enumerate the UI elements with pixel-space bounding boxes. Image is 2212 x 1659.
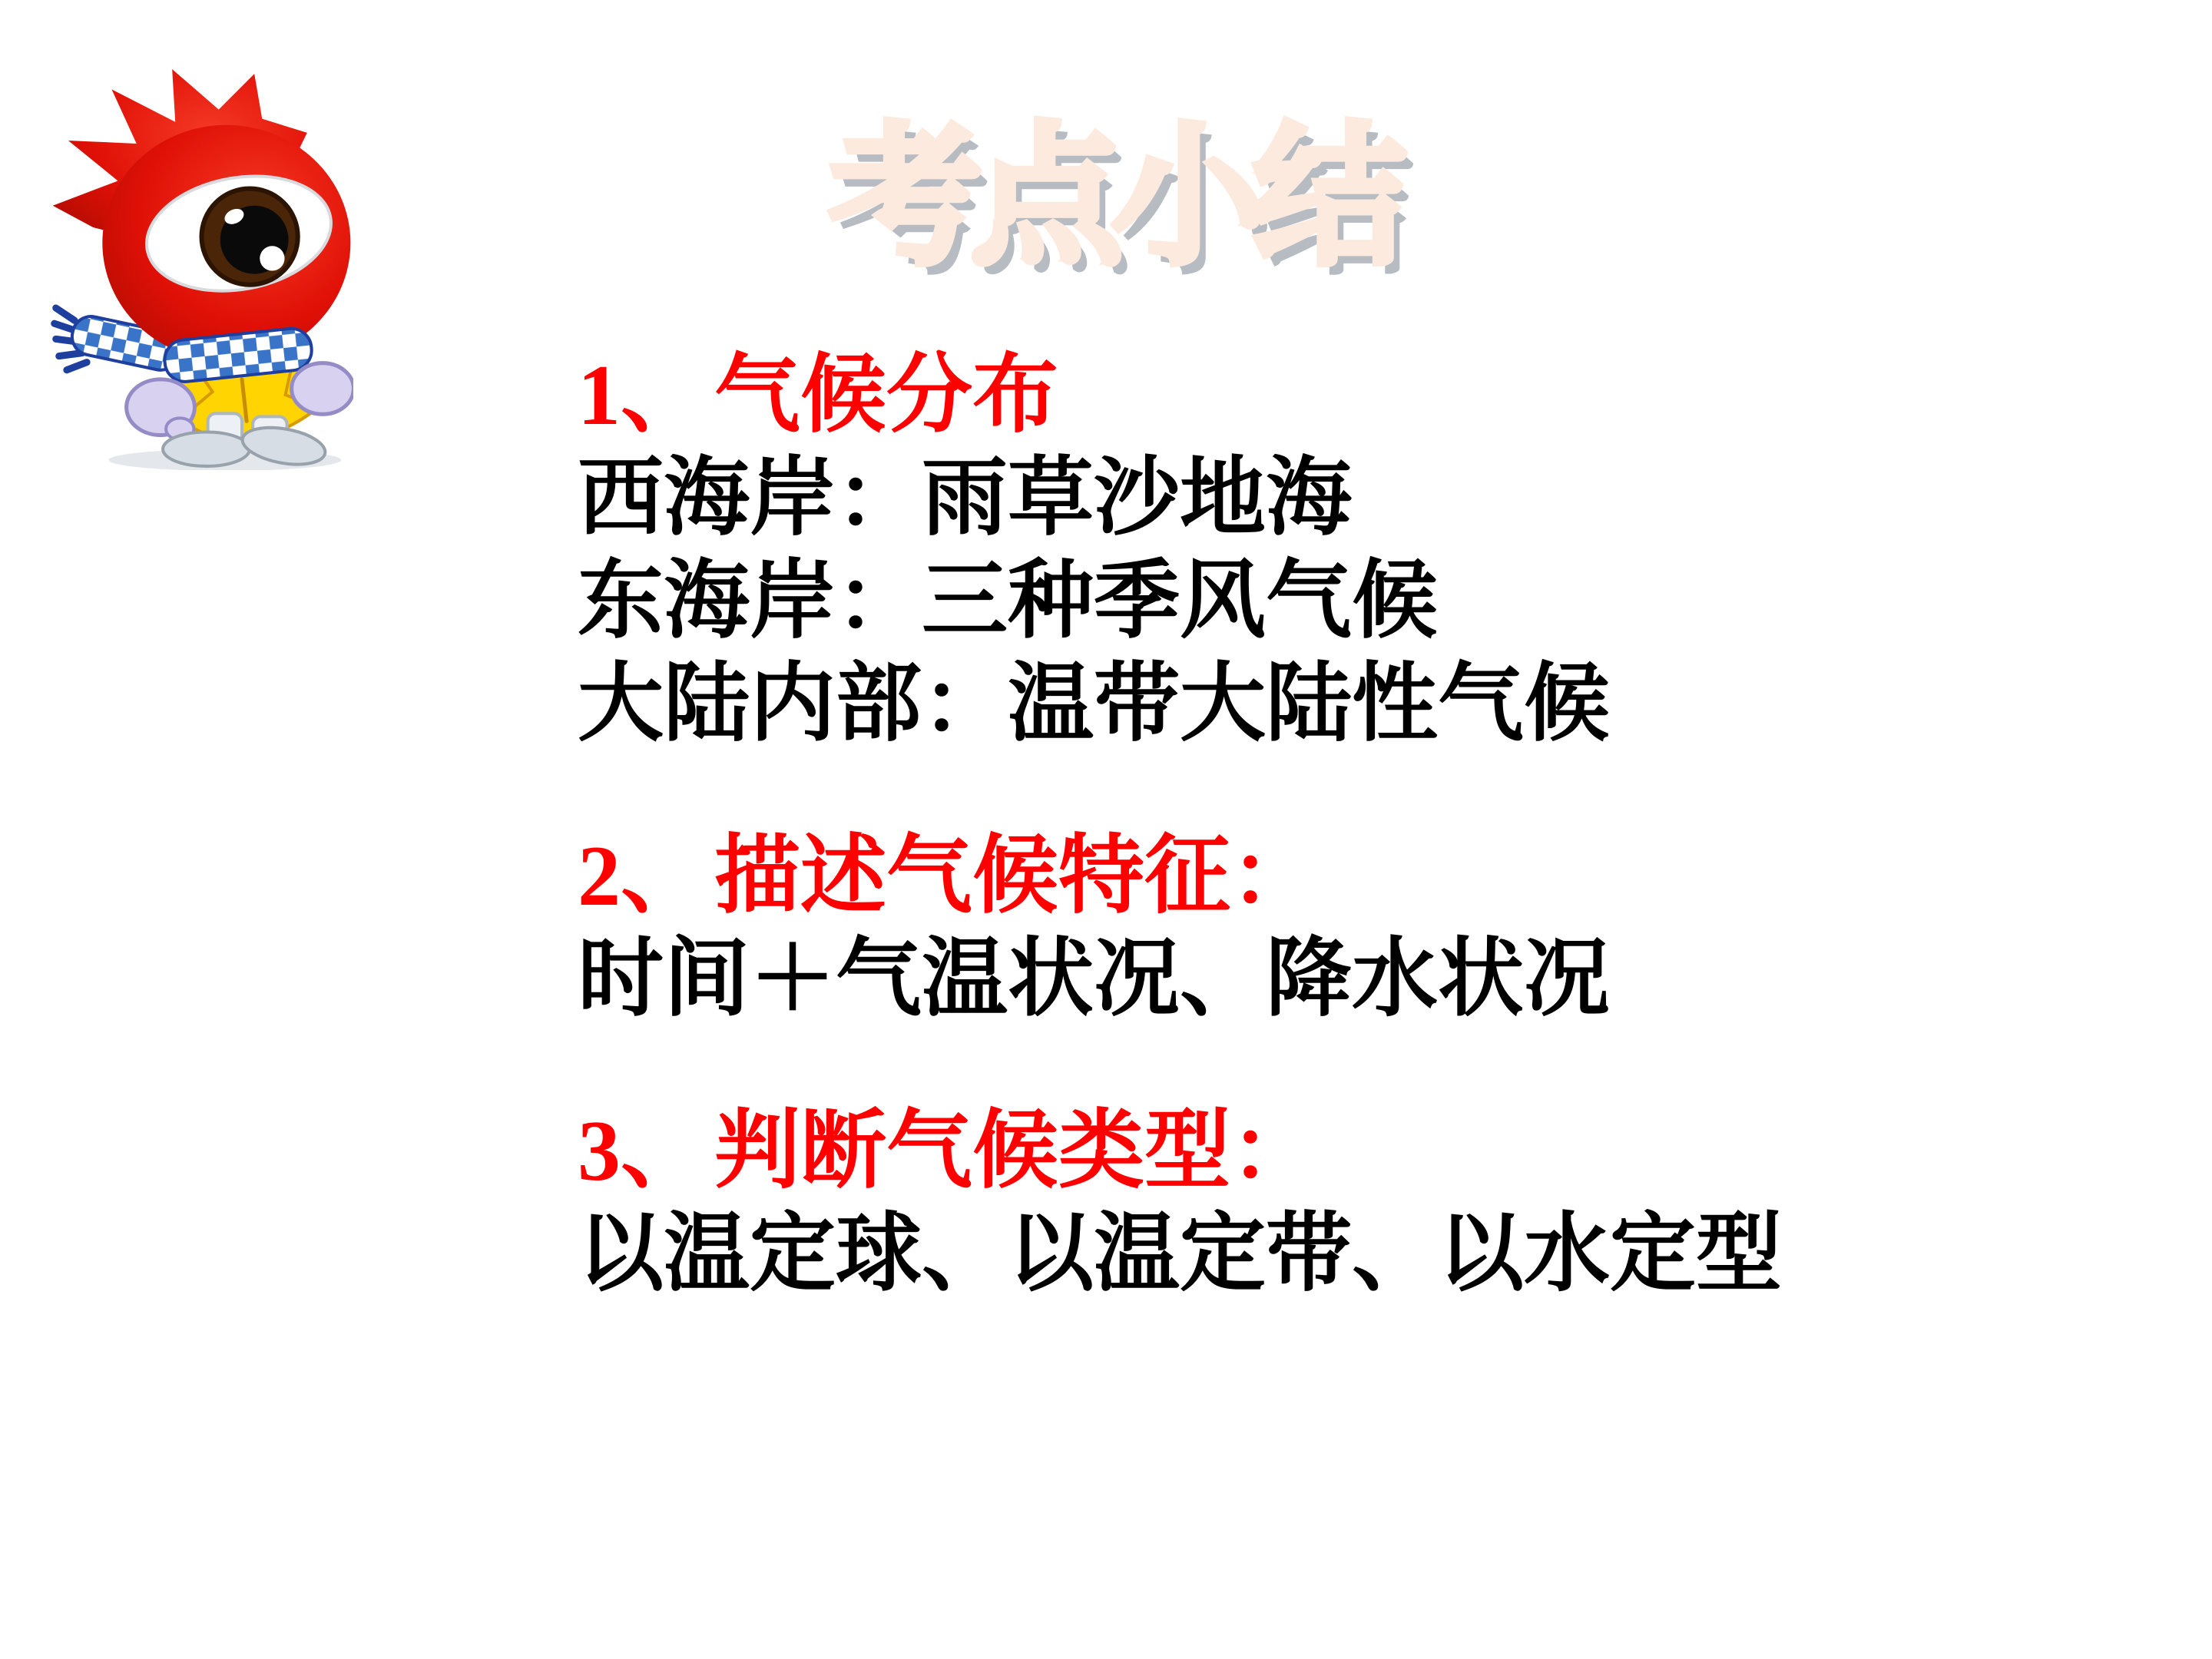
- section-1-number: 1、: [578, 348, 707, 443]
- section-describe-features: [578, 825, 1782, 1031]
- section-2-heading: [578, 825, 1782, 928]
- section-3-heading: [578, 1100, 1782, 1203]
- section-3-heading-text: 判断气候类型：: [714, 1104, 1316, 1199]
- section-1-line-3: 大陆内部：温带大陆性气候: [578, 657, 1610, 752]
- section-2-number: 2、: [578, 829, 707, 924]
- section-2-heading-text: 描述气候特征：: [714, 829, 1316, 924]
- section-1-heading-text: 气候分布: [714, 348, 1058, 443]
- section-2-line-1: 时间＋气温状况、降水状况: [578, 932, 1610, 1027]
- section-3-number: 3、: [578, 1104, 707, 1199]
- section-judge-type: [578, 1100, 1782, 1306]
- section-1-line-1: 西海岸：雨草沙地海: [578, 451, 1352, 546]
- page-title: 考点小结: [830, 108, 1395, 286]
- section-1-line-2: 东海岸：三种季风气候: [578, 554, 1438, 649]
- section-climate-distribution: [578, 344, 1782, 756]
- section-3-line-1: 以温定球、以温定带、以水定型: [578, 1207, 1782, 1302]
- slide-body: [578, 344, 1782, 1306]
- section-1-heading: [578, 344, 1782, 447]
- sina-mascot-icon: [46, 63, 353, 470]
